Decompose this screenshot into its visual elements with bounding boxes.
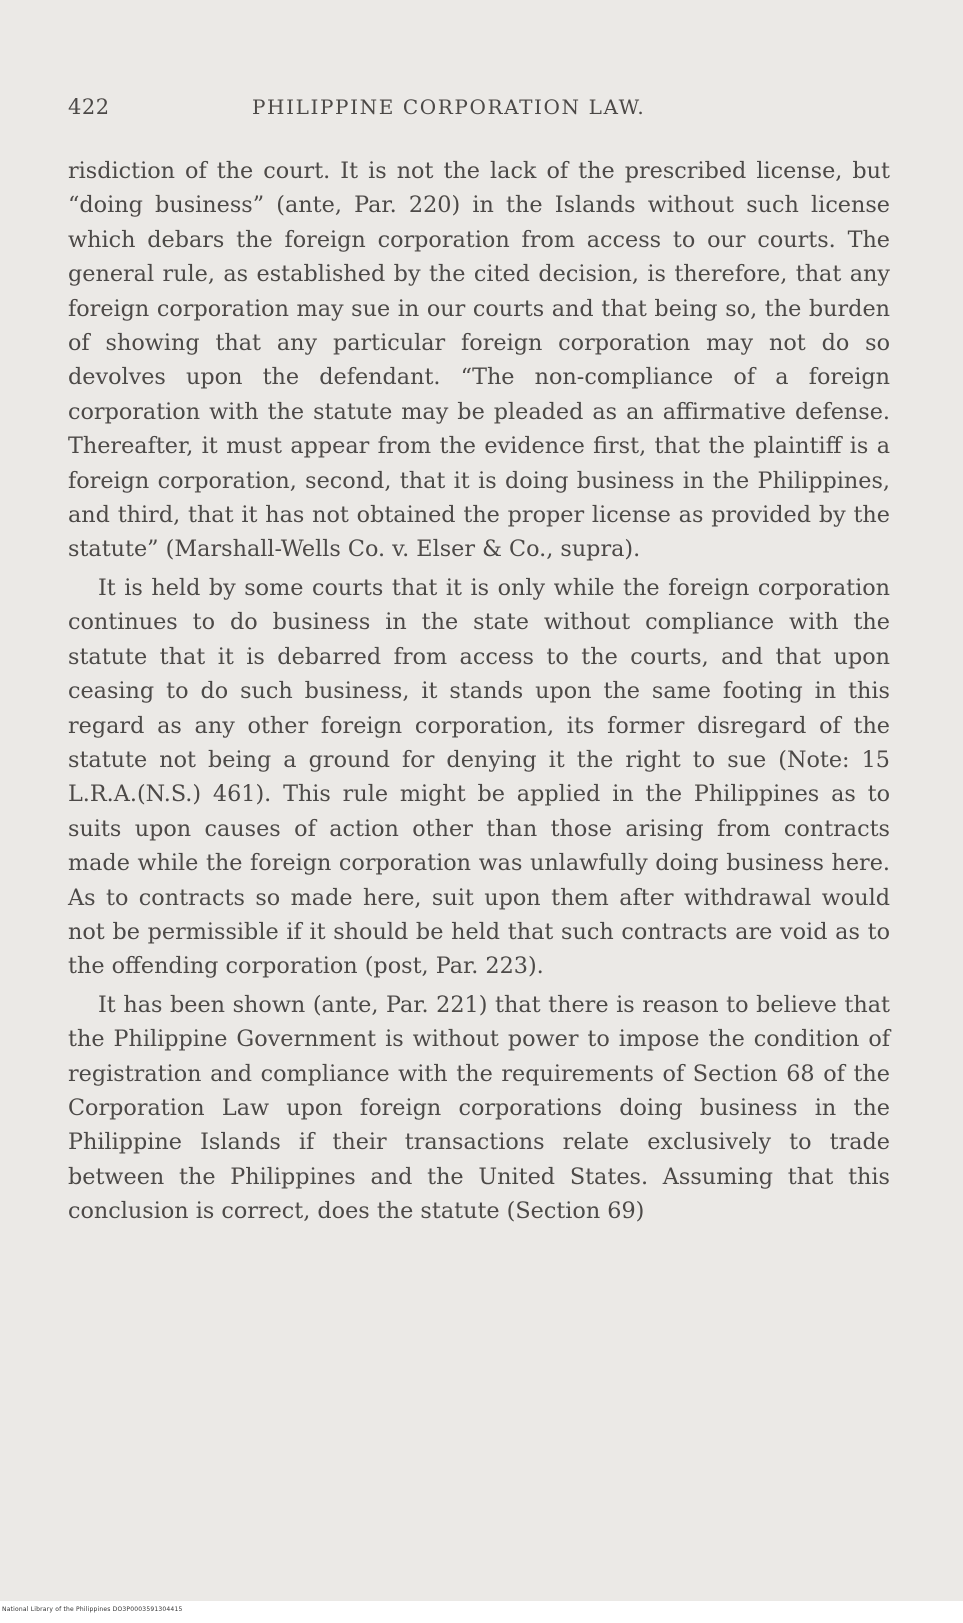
paragraph-3: It has been shown (ante, Par. 221) that there is reason to believe that the Philippine Government is without power to impose the condition of registration and compliance with the requirements of Section 68 of the Corporation Law upon foreign corporations doing business in the Philippine Islands if their transactions relate exclusively to trade between the Philippines and the United States. Assuming that this conclusion is correct, does the statute (Section 69) (68, 991, 890, 1225)
scan-footer (0, 1601, 963, 1623)
paragraph-2: It is held by some courts that it is only while the foreign corporation continues to do business in the state without compliance with the statute that it is debarred from access to the courts, and that upon ceasing to do such business, it stands upon the same footing in this regard as any other foreign corporation, its former disregard of the statute not being a ground for denying it the right to sue (Note: 15 L.R.A.(N.S.) 461). This rule might be applied in the Philippines as to suits upon causes of action other than those arising from contracts made while the foreign corporation was unlawfully doing business here. As to contracts so made here, suit upon them after withdrawal would not be permissible if it should be held that such contracts are void as to the offending corporation (post, Par. 223). (68, 574, 890, 980)
running-head: PHILIPPINE CORPORATION LAW. (252, 95, 646, 119)
body-text (68, 154, 890, 1229)
page-header (68, 95, 888, 125)
scan-label: National Library of the Philippines DO3P0003591304415 (2, 1606, 183, 1613)
page-number: 422 (68, 95, 110, 119)
paragraph-1: risdiction of the court. It is not the lack of the prescribed license, but “doing business” (ante, Par. 220) in the Islands without such license which debars the foreign corporation from access to our courts. The general rule, as established by the cited decision, is therefore, that any foreign corporation may sue in our courts and that being so, the burden of showing that any particular foreign corporation may not do so devolves upon the defendant. “The non-compliance of a foreign corporation with the statute may be pleaded as an affirmative defense. Thereafter, it must appear from the evidence first, that the plaintiff is a foreign corporation, second, that it is doing business in the Philippines, and third, that it has not obtained the proper license as provided by the statute” (Marshall-Wells Co. v. Elser & Co., supra). (68, 158, 890, 563)
